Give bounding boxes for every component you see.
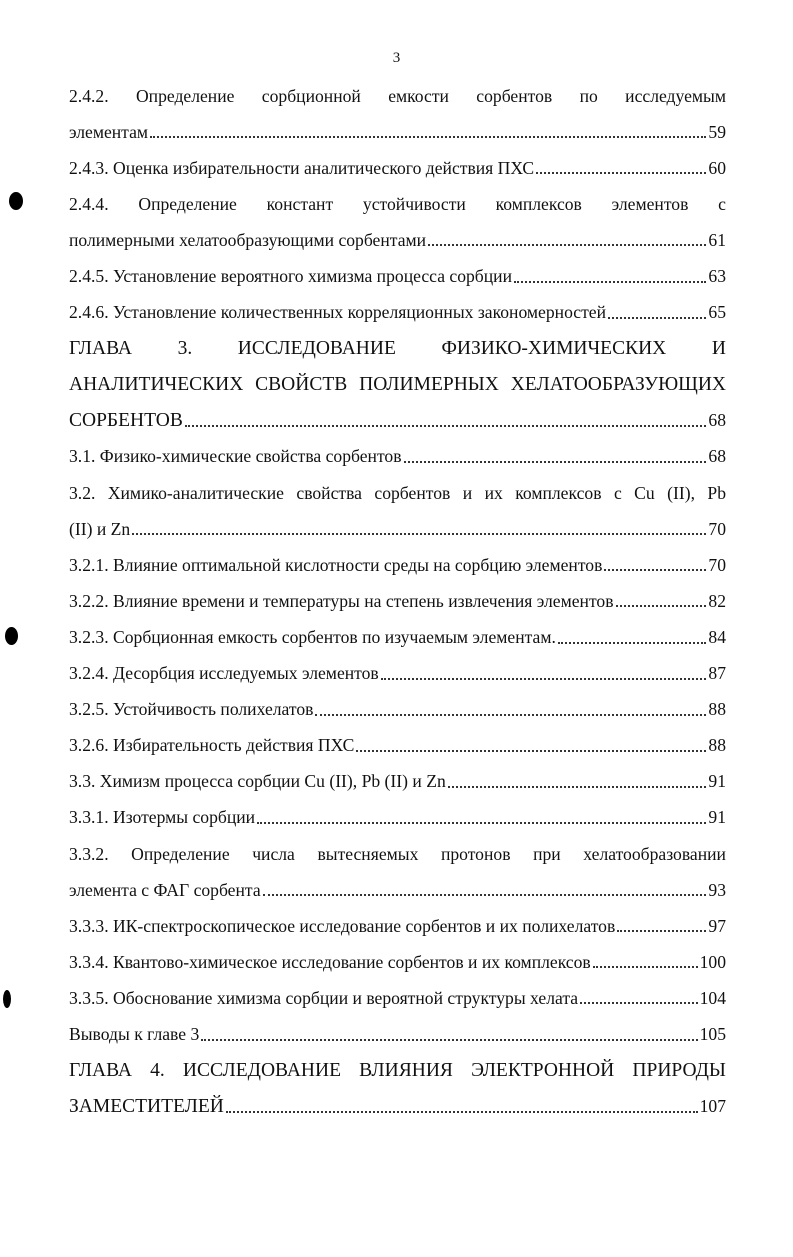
toc-word: элементов [611, 193, 689, 214]
toc-entry-2-4-3 [69, 150, 726, 186]
toc-word: ИССЛЕДОВАНИЕ [237, 337, 396, 359]
toc-word: устойчивости [362, 193, 466, 214]
toc-chapter-3-line3 [69, 403, 726, 439]
dot-leader [315, 714, 706, 716]
toc-entry-2-4-4-cont [69, 222, 726, 258]
scan-hole-mark [5, 627, 18, 645]
toc-chapter-3-line2 [69, 367, 726, 403]
toc-entry-text: (II) и Zn [69, 518, 131, 539]
dot-leader [617, 930, 706, 932]
dot-leader [608, 317, 706, 319]
toc-chapter-title [69, 374, 726, 396]
toc-word: комплексов [495, 193, 582, 214]
toc-chapter-4-line1 [69, 1053, 726, 1089]
dot-leader [536, 172, 706, 174]
toc-word: (II), [667, 482, 695, 503]
toc-word: емкости [388, 85, 449, 106]
toc-page-number: 59 [708, 121, 726, 142]
toc-word: 3. [177, 337, 193, 359]
toc-word: 2.4.4. [69, 193, 109, 214]
toc-word: ПРИРОДЫ [632, 1059, 726, 1081]
toc-word: ГЛАВА [69, 337, 132, 359]
toc-entry-3-2-cont [69, 511, 726, 547]
toc-entry-2-4-2 [69, 78, 726, 114]
dot-leader [558, 642, 707, 644]
toc-word: хелатообразовании [583, 843, 726, 864]
toc-word: по [579, 85, 598, 106]
toc-entry-text: 2.4.5. Установление вероятного химизма процесса сорбции [69, 266, 512, 287]
toc-chapter-title: ЗАМЕСТИТЕЛЕЙ [69, 1095, 224, 1117]
toc-entry-text: элементам [69, 121, 149, 142]
toc-word: констант [266, 193, 334, 214]
page-number: 3 [392, 50, 401, 66]
toc-entry-text: 3.3.4. Квантово-химическое исследование сорбентов и их комплексов [69, 951, 591, 972]
dot-leader [226, 1111, 698, 1113]
toc-entry-text: 3.2.3. Сорбционная емкость сорбентов по изучаемым элементам. [69, 626, 556, 647]
toc-page-number: 88 [708, 735, 726, 756]
toc-word: их [484, 482, 503, 503]
dot-leader [132, 533, 706, 535]
toc-word: Определение [138, 193, 237, 214]
toc-page-number: 65 [708, 302, 726, 323]
dot-leader [448, 786, 707, 788]
toc-word: при [533, 843, 561, 864]
toc-word: с [718, 193, 726, 214]
toc-word: 2.4.2. [69, 85, 109, 106]
toc-word: свойства [296, 482, 362, 503]
toc-word: протонов [440, 843, 511, 864]
dot-leader [356, 750, 706, 752]
toc-page-number: 105 [699, 1023, 726, 1044]
dot-leader [428, 244, 706, 246]
toc-entry-text: 3.2.5. Устойчивость полихелатов [69, 699, 314, 720]
toc-word: Cu [634, 482, 655, 503]
toc-word: с [613, 482, 622, 503]
scan-hole-mark [3, 990, 11, 1008]
toc-page-number: 70 [708, 554, 726, 575]
toc-entry-text: 3.2.4. Десорбция исследуемых элементов [69, 663, 379, 684]
toc-entry-3-1 [69, 439, 726, 475]
toc-entry-3-3-1 [69, 800, 726, 836]
toc-entry-text: элемента с ФАГ сорбента [69, 879, 261, 900]
toc-page-number: 104 [699, 987, 726, 1008]
toc-entry-2-4-4 [69, 186, 726, 222]
toc-word: СВОЙСТВ [255, 373, 348, 395]
toc-entry-3-3-2-cont [69, 872, 726, 908]
toc-entry-text: 3.2.1. Влияние оптимальной кислотности среды на сорбцию элементов [69, 554, 603, 575]
toc-entry-text: 2.4.6. Установление количественных корреляционных закономерностей [69, 302, 607, 323]
toc-word: И [711, 337, 726, 359]
toc-entry-2-4-5 [69, 258, 726, 294]
toc-entry-text: 3.3.5. Обоснование химизма сорбции и вероятной структуры хелата [69, 987, 579, 1008]
toc-word: ГЛАВА [69, 1059, 132, 1081]
toc-word: 3.3.2. [69, 843, 109, 864]
toc-entry-text: Выводы к главе 3 [69, 1023, 200, 1044]
toc-entry-text: 3.2.6. Избирательность действия ПХС [69, 735, 355, 756]
dot-leader [257, 822, 706, 824]
toc-word: и [462, 482, 473, 503]
dot-leader [616, 605, 707, 607]
toc-page-number: 68 [708, 446, 726, 467]
toc-entry-text: 3.2.2. Влияние времени и температуры на степень извлечения элементов [69, 590, 614, 611]
toc-entry-3-3-3 [69, 908, 726, 944]
toc-entry-text: 2.4.3. Оценка избирательности аналитического действия ПХС [69, 157, 535, 178]
dot-leader [604, 569, 706, 571]
dot-leader [593, 966, 698, 968]
toc-word: Pb [707, 482, 726, 503]
toc-word: комплексов [515, 482, 602, 503]
toc-entry-3-3-2 [69, 836, 726, 872]
toc-page-number: 68 [708, 410, 726, 431]
dot-leader [514, 281, 706, 283]
toc-word: ХЕЛАТООБРАЗУЮЩИХ [510, 373, 726, 395]
toc-page-number: 82 [708, 590, 726, 611]
toc-chapter-3-line1 [69, 331, 726, 367]
toc-word: Определение [131, 843, 230, 864]
toc-word: вытесняемых [317, 843, 419, 864]
toc-page-number: 91 [708, 807, 726, 828]
toc-entry-text: полимерными хелатообразующими сорбентами [69, 229, 427, 250]
dot-leader [150, 136, 706, 138]
toc-word: ВЛИЯНИЯ [359, 1059, 453, 1081]
toc-page-number: 91 [708, 771, 726, 792]
toc-entry-text: 3.3.1. Изотермы сорбции [69, 807, 256, 828]
toc-entry-text: 3.1. Физико-химические свойства сорбентов [69, 446, 402, 467]
dot-leader [404, 461, 707, 463]
toc-word: ФИЗИКО-ХИМИЧЕСКИХ [441, 337, 667, 359]
toc-entry-conclusions-3 [69, 1016, 726, 1052]
toc-page-number: 63 [708, 266, 726, 287]
toc-word: сорбционной [261, 85, 361, 106]
toc-word: сорбентов [374, 482, 451, 503]
toc-page-number: 84 [708, 626, 726, 647]
toc-entry-3-2-2 [69, 583, 726, 619]
dot-leader [580, 1002, 698, 1004]
toc-word: АНАЛИТИЧЕСКИХ [69, 373, 244, 395]
toc-word: ЭЛЕКТРОННОЙ [471, 1059, 615, 1081]
toc-entry-3-2 [69, 475, 726, 511]
toc-chapter-title: СОРБЕНТОВ [69, 409, 183, 431]
toc-word: Определение [135, 85, 235, 106]
toc-page-number: 93 [708, 879, 726, 900]
toc-page-number: 88 [708, 699, 726, 720]
toc-entry-text: 3.3.3. ИК-спектроскопическое исследование сорбентов и их полихелатов [69, 915, 616, 936]
toc-page-number: 61 [708, 229, 726, 250]
toc-entry-3-3-4 [69, 944, 726, 980]
toc-entry-text: 3.3. Химизм процесса сорбции Cu (II), Pb (II) и Zn [69, 771, 446, 792]
toc-chapter-4-line2 [69, 1089, 726, 1125]
dot-leader [185, 425, 707, 427]
dot-leader [201, 1039, 697, 1041]
toc-word: ПОЛИМЕРНЫХ [359, 373, 499, 395]
toc-word: сорбентов [476, 85, 553, 106]
toc-word: исследуемым [625, 85, 726, 106]
toc-entry-2-4-6 [69, 295, 726, 331]
toc-entry-2-4-2-cont [69, 114, 726, 150]
toc-word: ИССЛЕДОВАНИЕ [182, 1059, 341, 1081]
dot-leader [381, 678, 707, 680]
table-of-contents [69, 78, 726, 1125]
toc-page-number: 97 [708, 915, 726, 936]
toc-entry-3-2-1 [69, 547, 726, 583]
toc-word: числа [252, 843, 295, 864]
toc-entry-3-2-3 [69, 619, 726, 655]
dot-leader [263, 894, 707, 896]
toc-page-number: 100 [699, 951, 726, 972]
toc-entry-3-3 [69, 764, 726, 800]
toc-word: 4. [150, 1059, 165, 1081]
toc-entry-3-2-5 [69, 692, 726, 728]
toc-page-number: 107 [699, 1096, 726, 1117]
toc-entry-3-3-5 [69, 980, 726, 1016]
toc-entry-3-2-4 [69, 656, 726, 692]
toc-word: Химико-аналитические [107, 482, 284, 503]
toc-entry-3-2-6 [69, 728, 726, 764]
toc-word: 3.2. [69, 482, 96, 503]
toc-page-number: 87 [708, 663, 726, 684]
toc-page-number: 70 [708, 518, 726, 539]
scan-hole-mark [9, 192, 23, 210]
toc-page-number: 60 [708, 157, 726, 178]
